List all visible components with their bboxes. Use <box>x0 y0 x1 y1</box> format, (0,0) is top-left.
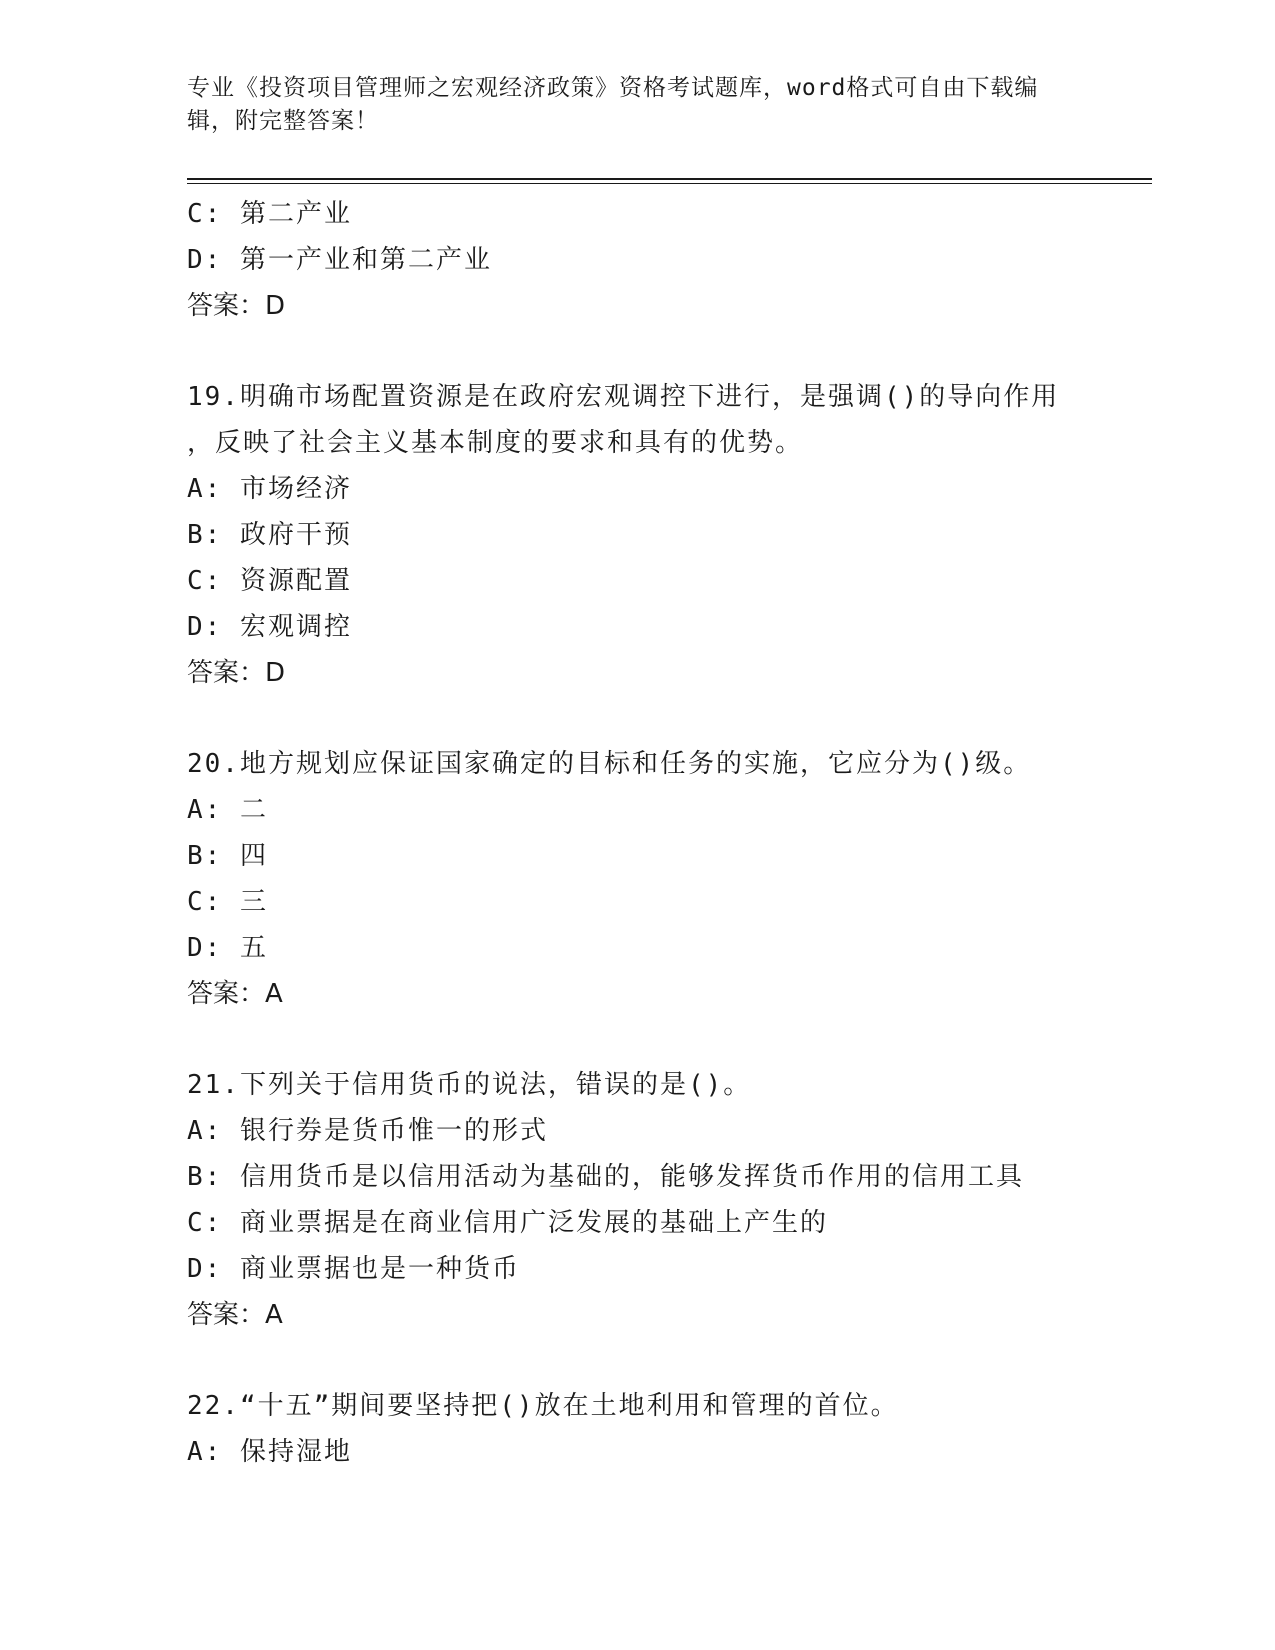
option-b: B: 政府干预 <box>187 520 352 550</box>
question-content <box>187 191 1152 1475</box>
option-d: D: 商业票据也是一种货币 <box>187 1254 520 1284</box>
option-d: D: 宏观调控 <box>187 612 352 642</box>
question-stem: 19.明确市场配置资源是在政府宏观调控下进行，是强调()的导向作用 <box>187 382 1060 412</box>
answer: 答案：D <box>187 291 286 321</box>
option-d: D: 五 <box>187 933 268 963</box>
option-c: C: 商业票据是在商业信用广泛发展的基础上产生的 <box>187 1208 828 1238</box>
answer: 答案：D <box>187 658 286 688</box>
question-stem-continued: ，反映了社会主义基本制度的要求和具有的优势。 <box>187 428 804 458</box>
option-a: A: 保持湿地 <box>187 1437 352 1467</box>
header-rule-thin <box>187 183 1152 184</box>
question-stem: 21.下列关于信用货币的说法，错误的是()。 <box>187 1070 752 1100</box>
option-b: B: 四 <box>187 841 268 871</box>
question-22 <box>187 1383 1152 1475</box>
option-c: C: 三 <box>187 887 268 917</box>
question-18-continued <box>187 191 1152 329</box>
option-a: A: 二 <box>187 795 268 825</box>
option-c: C: 资源配置 <box>187 566 352 596</box>
question-21 <box>187 1062 1152 1338</box>
option-c: C: 第二产业 <box>187 199 352 229</box>
document-header: 专业《投资项目管理师之宏观经济政策》资格考试题库，word格式可自由下载编辑，附完整答案！ <box>187 75 1039 134</box>
question-20 <box>187 741 1152 1017</box>
option-b: B: 信用货币是以信用活动为基础的，能够发挥货币作用的信用工具 <box>187 1162 1024 1192</box>
answer: 答案：A <box>187 979 283 1009</box>
answer: 答案：A <box>187 1300 283 1330</box>
question-stem: 22.“十五”期间要坚持把()放在土地利用和管理的首位。 <box>187 1391 899 1421</box>
option-d: D: 第一产业和第二产业 <box>187 245 492 275</box>
header-rule-thick <box>187 178 1152 180</box>
question-19 <box>187 374 1152 696</box>
option-a: A: 市场经济 <box>187 474 352 504</box>
option-a: A: 银行券是货币惟一的形式 <box>187 1116 548 1146</box>
question-stem: 20.地方规划应保证国家确定的目标和任务的实施，它应分为()级。 <box>187 749 1032 779</box>
